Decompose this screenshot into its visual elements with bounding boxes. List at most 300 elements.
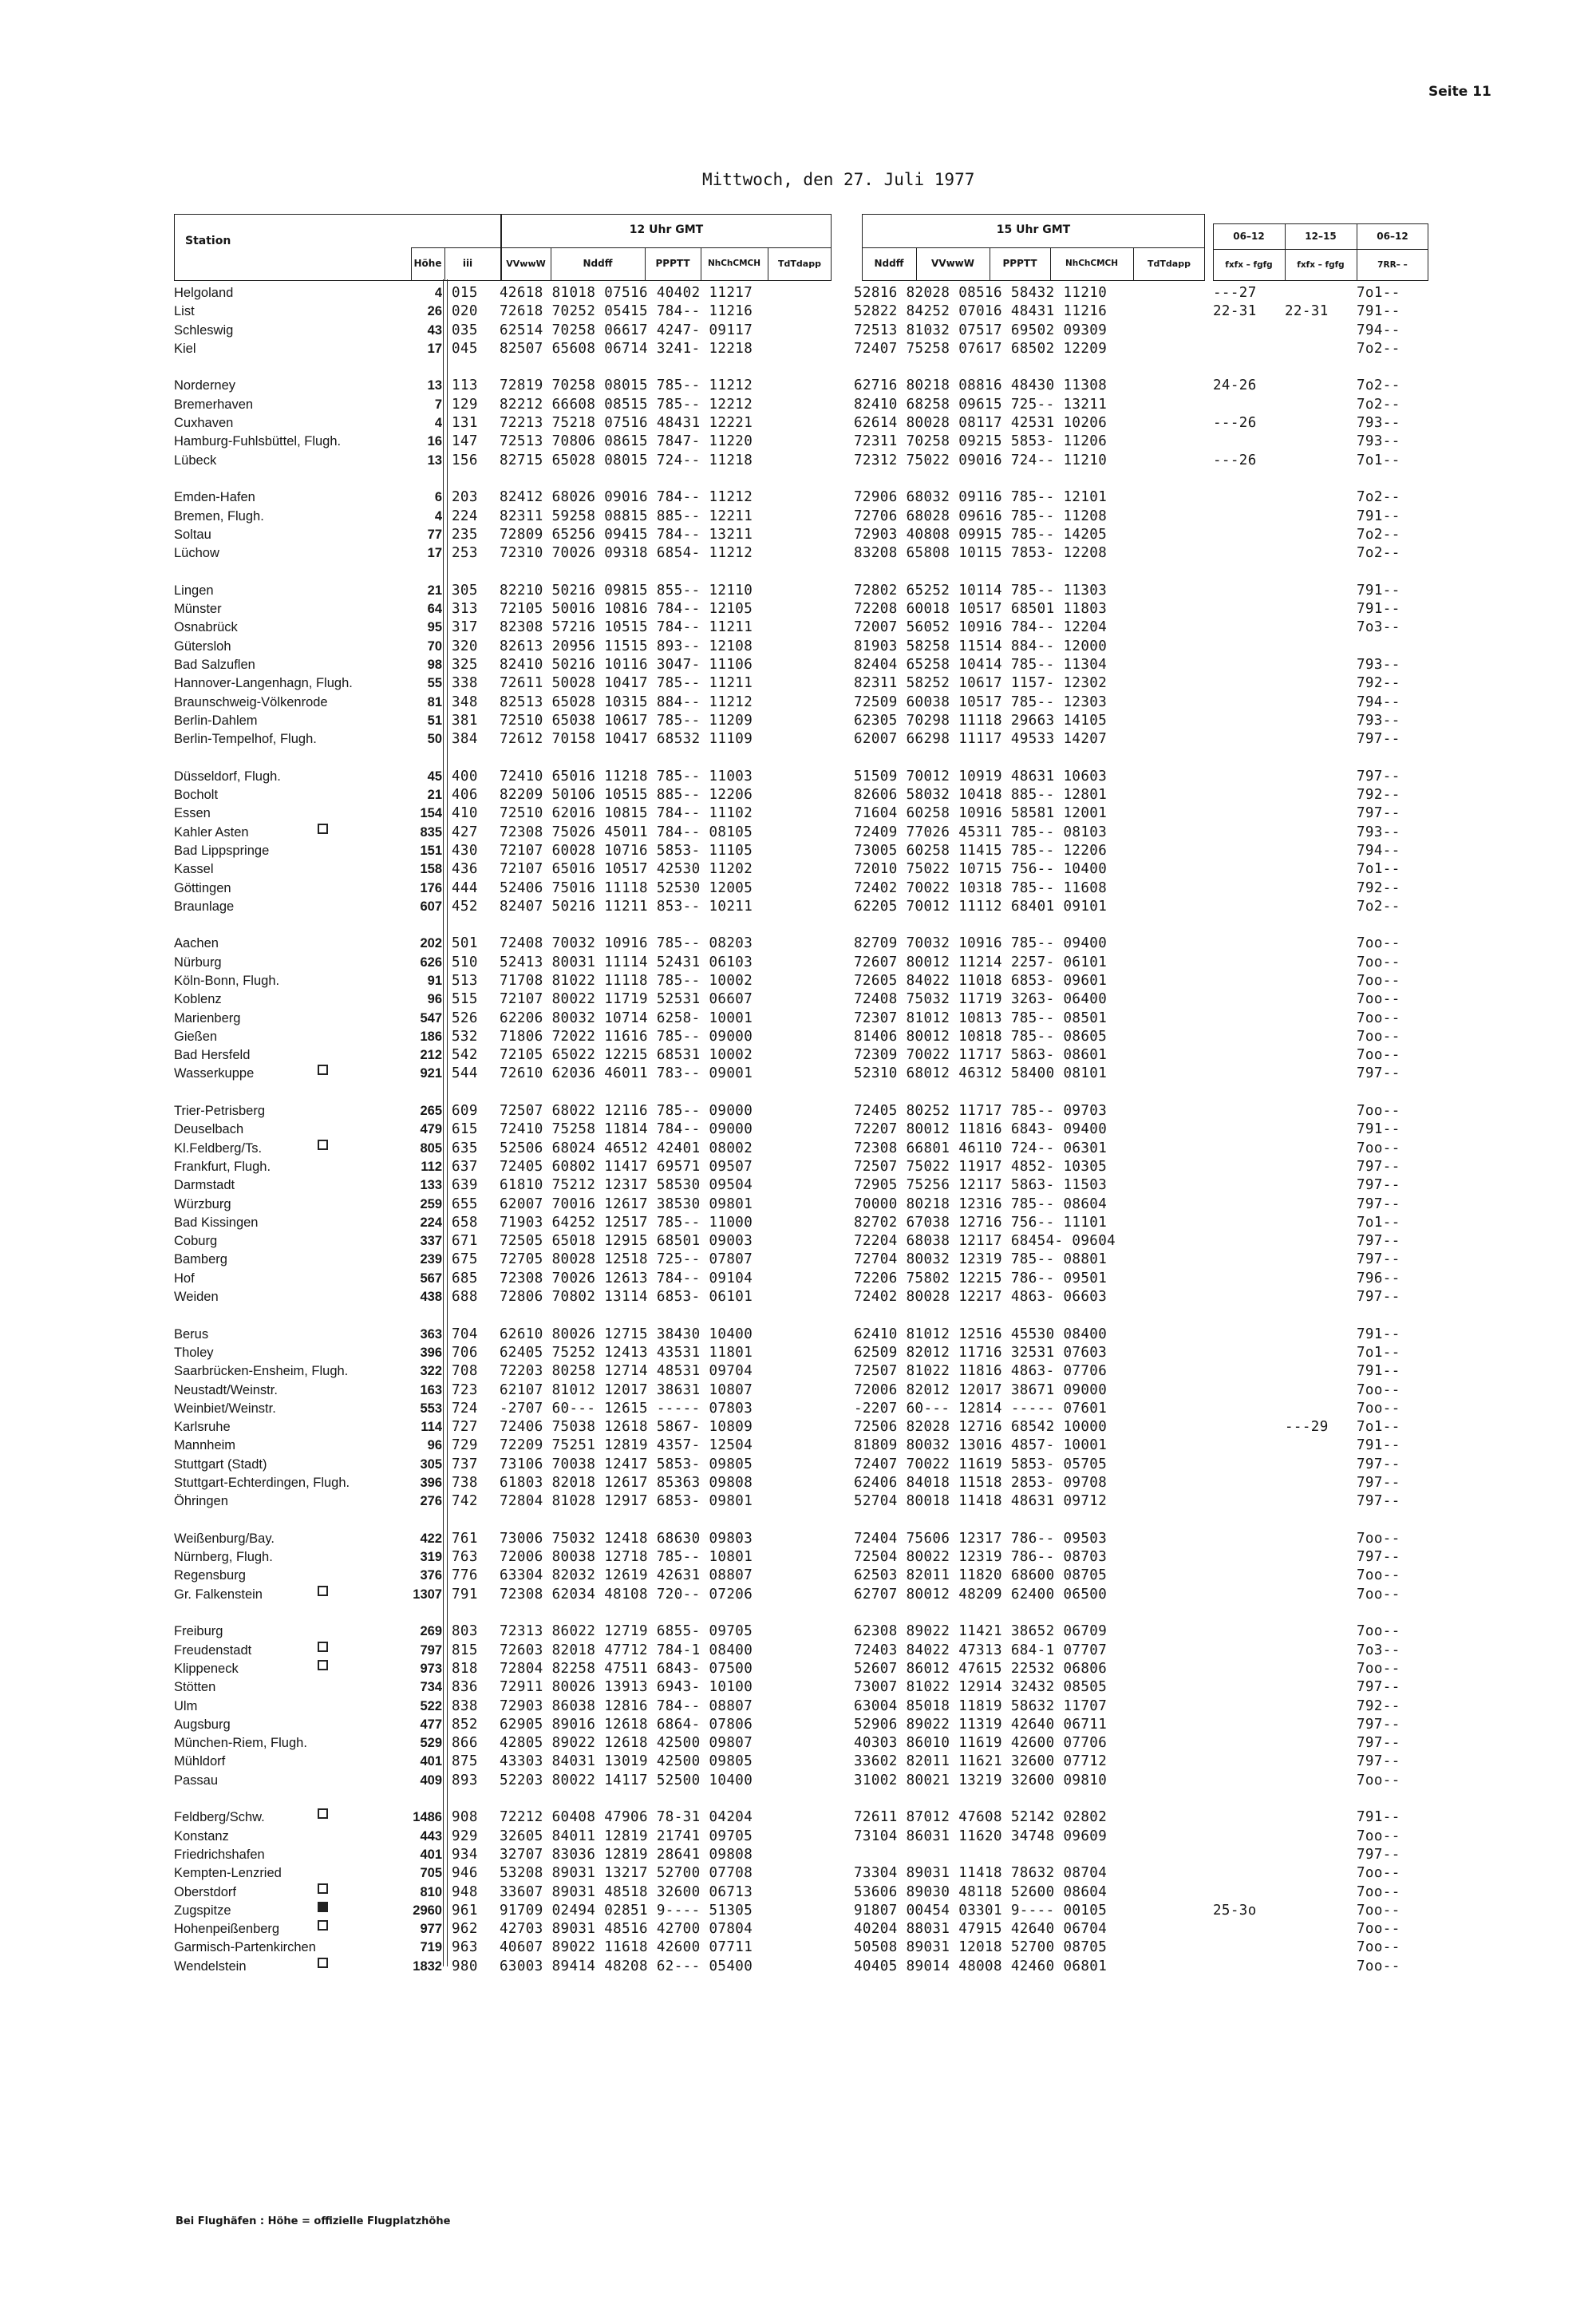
station-height: 21 xyxy=(427,583,442,598)
station-name: Gütersloh xyxy=(174,638,231,654)
station-iii: 381 xyxy=(452,712,478,729)
station-name: Freudenstadt xyxy=(174,1642,252,1658)
station-height: 719 xyxy=(420,1940,442,1955)
extra-col3-value: 797-- xyxy=(1357,731,1400,748)
obs-12-gmt: 82613 20956 11515 893-- 12108 xyxy=(500,638,753,654)
table-row xyxy=(0,618,1596,637)
station-height: 50 xyxy=(427,732,442,747)
extra-col3-value: 791-- xyxy=(1357,1326,1400,1342)
table-row xyxy=(0,1270,1596,1288)
obs-15-gmt: 81809 80032 13016 4857- 10001 xyxy=(854,1437,1108,1454)
extra-col3-value: 7oo-- xyxy=(1357,954,1400,970)
station-iii: 532 xyxy=(452,1028,478,1045)
obs-12-gmt: 82212 66608 08515 785-- 12212 xyxy=(500,396,753,413)
extra-col3-value: 7oo-- xyxy=(1357,1623,1400,1640)
station-height: 26 xyxy=(427,304,442,319)
table-row xyxy=(0,1697,1596,1716)
obs-15-gmt: 72903 40808 09915 785-- 14205 xyxy=(854,526,1108,543)
extra-col3-value: 793-- xyxy=(1357,712,1400,729)
footnote: Bei Flughäfen : Höhe = offizielle Flugplatzhöhe xyxy=(176,2215,451,2227)
extra-col3-value: 796-- xyxy=(1357,1270,1400,1286)
extra-col3-value: 7o1-- xyxy=(1357,285,1400,301)
extra-col1-top: 06–12 xyxy=(1233,231,1265,242)
station-iii: 384 xyxy=(452,731,478,748)
station-iii: 348 xyxy=(452,694,478,710)
station-iii: 235 xyxy=(452,526,478,543)
station-height: 396 xyxy=(420,1476,442,1490)
table-row xyxy=(0,1158,1596,1176)
page-number: Seite 11 xyxy=(1428,84,1491,100)
station-height: 705 xyxy=(420,1866,442,1881)
obs-15-gmt: 40405 89014 48008 42460 06801 xyxy=(854,1958,1108,1974)
station-name: Freiburg xyxy=(174,1624,223,1639)
station-name: Darmstadt xyxy=(174,1178,235,1193)
extra-col3-value: 7o2-- xyxy=(1357,898,1400,915)
obs-12-gmt: 91709 02494 02851 9---- 51305 xyxy=(500,1902,753,1919)
extra-col3-value: 797-- xyxy=(1357,1549,1400,1566)
station-name: Bad Salzuflen xyxy=(174,657,255,672)
station-height: 835 xyxy=(420,824,442,840)
station-iii: 688 xyxy=(452,1289,478,1306)
obs-15-gmt: 72309 70022 11717 5863- 08601 xyxy=(854,1047,1108,1064)
station-iii: 015 xyxy=(452,285,478,301)
obs-12-gmt: 62405 75252 12413 43531 11801 xyxy=(500,1344,753,1361)
table-row xyxy=(0,1846,1596,1864)
extra-col1-value: ---27 xyxy=(1213,285,1257,301)
station-group xyxy=(0,1102,1596,1306)
station-name: Helgoland xyxy=(174,286,234,300)
obs-12-gmt: 42703 89031 48516 42700 07804 xyxy=(500,1921,753,1938)
obs-12-gmt: 52506 68024 46512 42401 08002 xyxy=(500,1140,753,1156)
station-height: 186 xyxy=(420,1029,442,1044)
station-name: Hohenpeißenberg xyxy=(174,1922,280,1937)
station-name: Soltau xyxy=(174,527,211,542)
obs-12-gmt: 72107 60028 10716 5853- 11105 xyxy=(500,842,753,859)
station-group xyxy=(0,1326,1596,1512)
station-height: 401 xyxy=(420,1754,442,1769)
obs-12-gmt: 72903 86038 12816 784-- 08807 xyxy=(500,1697,753,1714)
extra-col3-value: 797-- xyxy=(1357,1456,1400,1472)
obs-12-gmt: 52203 80022 14117 52500 10400 xyxy=(500,1772,753,1788)
obs-12-gmt: 82410 50216 10116 3047- 11106 xyxy=(500,656,753,673)
obs-15-gmt: 72407 75258 07617 68502 12209 xyxy=(854,340,1108,357)
obs-15-gmt: 51509 70012 10919 48631 10603 xyxy=(854,768,1108,784)
extra-col2-top: 12–15 xyxy=(1305,231,1337,242)
table-row xyxy=(0,1660,1596,1678)
extra-col3-value: 7oo-- xyxy=(1357,991,1400,1008)
table-row xyxy=(0,1530,1596,1548)
table-row xyxy=(0,1734,1596,1753)
obs-12-gmt: 72809 65256 09415 784-- 13211 xyxy=(500,526,753,543)
obs-15-gmt: 72906 68032 09116 785-- 12101 xyxy=(854,489,1108,506)
obs-15-gmt: 52906 89022 11319 42640 06711 xyxy=(854,1716,1108,1733)
station-name: Bad Kissingen xyxy=(174,1215,259,1230)
obs-15-gmt: 62614 80028 08117 42531 10206 xyxy=(854,415,1108,432)
obs-12-gmt: 82407 50216 11211 853-- 10211 xyxy=(500,898,753,915)
obs-15-gmt: 50508 89031 12018 52700 08705 xyxy=(854,1939,1108,1956)
station-name: Hamburg-Fuhlsbüttel, Flugh. xyxy=(174,434,342,449)
obs-15-gmt: 62205 70012 11112 68401 09101 xyxy=(854,898,1108,915)
obs-12-gmt: 72308 70026 12613 784-- 09104 xyxy=(500,1270,753,1286)
obs-12-gmt: 72513 70806 08615 7847- 11220 xyxy=(500,433,753,450)
station-group xyxy=(0,935,1596,1083)
station-height: 176 xyxy=(420,880,442,895)
obs-12-gmt: 72308 75026 45011 784-- 08105 xyxy=(500,824,753,840)
extra-col3-value: 794-- xyxy=(1357,694,1400,710)
station-iii: 658 xyxy=(452,1214,478,1231)
page-title: Mittwoch, den 27. Juli 1977 xyxy=(702,170,975,189)
obs-12-gmt: 72405 60802 11417 69571 09507 xyxy=(500,1158,753,1175)
mountain-station-square-icon xyxy=(318,1660,328,1670)
station-name: Marienberg xyxy=(174,1010,241,1026)
station-height: 239 xyxy=(420,1252,442,1267)
station-height: 337 xyxy=(420,1234,442,1249)
obs-15-gmt: 62308 89022 11421 38652 06709 xyxy=(854,1623,1108,1640)
table-row xyxy=(0,1176,1596,1195)
station-height: 259 xyxy=(420,1196,442,1211)
mountain-station-square-icon xyxy=(318,1920,328,1931)
extra-col3-value: 793-- xyxy=(1357,824,1400,840)
mountain-station-square-icon xyxy=(318,1642,328,1652)
table-row xyxy=(0,1251,1596,1269)
table-row xyxy=(0,582,1596,600)
station-height: 7 xyxy=(434,397,442,412)
station-iii: 313 xyxy=(452,601,478,618)
station-iii: 129 xyxy=(452,396,478,413)
station-height: 202 xyxy=(420,936,442,951)
station-name: Hof xyxy=(174,1271,195,1286)
station-height: 553 xyxy=(420,1401,442,1416)
station-iii: 400 xyxy=(452,768,478,784)
obs-12-gmt: 32605 84011 12819 21741 09705 xyxy=(500,1828,753,1844)
gmt12-header: 12 Uhr GMT xyxy=(629,223,704,236)
table-row xyxy=(0,1288,1596,1306)
obs-15-gmt: 53606 89030 48118 52600 08604 xyxy=(854,1883,1108,1900)
obs-12-gmt: 72209 75251 12819 4357- 12504 xyxy=(500,1437,753,1454)
obs-15-gmt: 62007 66298 11117 49533 14207 xyxy=(854,731,1108,748)
extra-col3-value: 7oo-- xyxy=(1357,1660,1400,1677)
obs-15-gmt: 82410 68258 09615 725-- 13211 xyxy=(854,396,1108,413)
extra-col3-value: 797-- xyxy=(1357,1177,1400,1194)
station-height: 319 xyxy=(420,1550,442,1565)
obs-15-gmt: 72006 82012 12017 38671 09000 xyxy=(854,1381,1108,1398)
station-iii: 526 xyxy=(452,1010,478,1026)
obs-12-gmt: 72310 70026 09318 6854- 11212 xyxy=(500,545,753,562)
station-height: 6 xyxy=(434,490,442,505)
station-height: 96 xyxy=(427,1438,442,1453)
station-height: 43 xyxy=(427,322,442,338)
station-height: 977 xyxy=(420,1922,442,1937)
obs-15-gmt: 72407 70022 11619 5853- 05705 xyxy=(854,1456,1108,1472)
station-name: Ulm xyxy=(174,1698,198,1713)
table-row xyxy=(0,1437,1596,1455)
station-name: Klippeneck xyxy=(174,1661,239,1676)
station-name: Weinbiet/Weinstr. xyxy=(174,1401,276,1416)
station-name: Berus xyxy=(174,1326,209,1342)
station-iii: 131 xyxy=(452,415,478,432)
obs-12-gmt: 72510 62016 10815 784-- 11102 xyxy=(500,805,753,822)
extra-col3-value: 791-- xyxy=(1357,303,1400,320)
mountain-station-square-icon xyxy=(318,824,328,834)
table-row xyxy=(0,1864,1596,1883)
obs-12-gmt: 72410 65016 11218 785-- 11003 xyxy=(500,768,753,784)
station-group xyxy=(0,284,1596,358)
obs-15-gmt: 52607 86012 47615 22532 06806 xyxy=(854,1660,1108,1677)
station-height: 1486 xyxy=(413,1810,442,1825)
station-name: Gr. Falkenstein xyxy=(174,1587,263,1602)
table-row xyxy=(0,508,1596,526)
station-height: 443 xyxy=(420,1828,442,1844)
table-row xyxy=(0,1492,1596,1511)
station-height: 17 xyxy=(427,546,442,561)
table-row xyxy=(0,452,1596,470)
table-row xyxy=(0,488,1596,507)
mountain-station-square-icon xyxy=(318,1065,328,1075)
extra-col2-value: ---29 xyxy=(1285,1419,1329,1436)
extra-col3-value: 7oo-- xyxy=(1357,1400,1400,1417)
obs-15-gmt: 73304 89031 11418 78632 08704 xyxy=(854,1865,1108,1882)
station-iii: 723 xyxy=(452,1381,478,1398)
station-name: Kl.Feldberg/Ts. xyxy=(174,1140,263,1156)
station-height: 547 xyxy=(420,1010,442,1026)
station-iii: 961 xyxy=(452,1902,478,1919)
station-iii: 637 xyxy=(452,1158,478,1175)
station-iii: 761 xyxy=(452,1530,478,1547)
station-height: 438 xyxy=(420,1290,442,1305)
obs-15-gmt: 72605 84022 11018 6853- 09601 xyxy=(854,972,1108,989)
station-name: Cuxhaven xyxy=(174,416,234,431)
table-row xyxy=(0,1140,1596,1158)
station-iii: 444 xyxy=(452,879,478,896)
station-height: 973 xyxy=(420,1661,442,1676)
obs-12-gmt: 82412 68026 09016 784-- 11212 xyxy=(500,489,753,506)
table-row xyxy=(0,694,1596,712)
table-row xyxy=(0,786,1596,804)
station-name: Essen xyxy=(174,806,211,821)
station-name: Norderney xyxy=(174,378,236,393)
gmt12-td: TdTdapp xyxy=(778,259,821,269)
obs-12-gmt: 72911 80026 13913 6943- 10100 xyxy=(500,1679,753,1696)
station-iii: 866 xyxy=(452,1735,478,1752)
table-row xyxy=(0,1474,1596,1492)
obs-15-gmt: 52704 80018 11418 48631 09712 xyxy=(854,1493,1108,1510)
station-height: 1307 xyxy=(413,1587,442,1602)
obs-15-gmt: 72409 77026 45311 785-- 08103 xyxy=(854,824,1108,840)
station-name: Würzburg xyxy=(174,1196,231,1211)
table-row xyxy=(0,990,1596,1009)
table-row xyxy=(0,1622,1596,1641)
station-height: 305 xyxy=(420,1456,442,1472)
station-iii: 501 xyxy=(452,935,478,952)
obs-12-gmt: 82308 57216 10515 784-- 11211 xyxy=(500,619,753,636)
station-name: Stuttgart-Echterdingen, Flugh. xyxy=(174,1476,350,1490)
station-iii: 035 xyxy=(452,322,478,338)
obs-15-gmt: 62410 81012 12516 45530 08400 xyxy=(854,1326,1108,1342)
station-name: Weißenburg/Bay. xyxy=(174,1531,275,1546)
extra-col3-value: 792-- xyxy=(1357,675,1400,692)
obs-12-gmt: 62007 70016 12617 38530 09801 xyxy=(500,1195,753,1212)
station-name: Öhringen xyxy=(174,1494,228,1509)
extra-col1-value: ---26 xyxy=(1213,452,1257,468)
extra-col3-value: 792-- xyxy=(1357,787,1400,804)
station-iii: 962 xyxy=(452,1921,478,1938)
station-name: Bamberg xyxy=(174,1252,227,1267)
station-name: Mannheim xyxy=(174,1438,236,1453)
station-name: Augsburg xyxy=(174,1717,231,1732)
station-name: Kiel xyxy=(174,341,196,356)
table-row xyxy=(0,972,1596,990)
extra-col3-value: 7oo-- xyxy=(1357,1010,1400,1026)
station-name: Zugspitze xyxy=(174,1903,231,1918)
extra-col1-value: 22-31 xyxy=(1213,303,1257,320)
station-height: 797 xyxy=(420,1642,442,1658)
station-height: 55 xyxy=(427,676,442,691)
extra-col3-value: 7o1-- xyxy=(1357,1344,1400,1361)
extra-col3-value: 7o2-- xyxy=(1357,545,1400,562)
obs-15-gmt: -2207 60--- 12814 ----- 07601 xyxy=(854,1400,1108,1417)
extra-col3-value: 797-- xyxy=(1357,1065,1400,1082)
station-iii: 724 xyxy=(452,1400,478,1417)
station-iii: 946 xyxy=(452,1865,478,1882)
station-iii: 406 xyxy=(452,787,478,804)
station-group xyxy=(0,377,1596,469)
station-iii: 452 xyxy=(452,898,478,915)
extra-col3-value: 7oo-- xyxy=(1357,1921,1400,1938)
obs-15-gmt: 70000 80218 12316 785-- 08604 xyxy=(854,1195,1108,1212)
station-name: Deuselbach xyxy=(174,1122,244,1137)
station-height: 91 xyxy=(427,973,442,988)
station-iii: 609 xyxy=(452,1103,478,1120)
extra-col3-value: 797-- xyxy=(1357,1233,1400,1250)
station-height: 734 xyxy=(420,1680,442,1695)
station-iii: 410 xyxy=(452,805,478,822)
station-height: 16 xyxy=(427,434,442,449)
station-name: Lüchow xyxy=(174,546,219,561)
station-height: 376 xyxy=(420,1568,442,1583)
table-row xyxy=(0,377,1596,395)
extra-col3-value: 791-- xyxy=(1357,1121,1400,1138)
obs-15-gmt: 33602 82011 11621 32600 07712 xyxy=(854,1753,1108,1770)
station-iii: 203 xyxy=(452,489,478,506)
station-name: Oberstdorf xyxy=(174,1884,236,1899)
table-row xyxy=(0,1232,1596,1251)
table-row xyxy=(0,433,1596,451)
extra-col3-value: 797-- xyxy=(1357,768,1400,784)
obs-15-gmt: 72507 81022 11816 4863- 07706 xyxy=(854,1363,1108,1380)
table-row xyxy=(0,1567,1596,1585)
obs-15-gmt: 62503 82011 11820 68600 08705 xyxy=(854,1567,1108,1584)
table-row xyxy=(0,638,1596,656)
station-name: Bocholt xyxy=(174,788,219,803)
station-height: 479 xyxy=(420,1122,442,1137)
station-group xyxy=(0,1808,1596,1976)
station-iii: 513 xyxy=(452,972,478,989)
table-row xyxy=(0,1400,1596,1418)
gmt12-nddff: Nddff xyxy=(583,258,613,269)
station-name: Emden-Hafen xyxy=(174,490,255,505)
station-height: 396 xyxy=(420,1345,442,1360)
extra-col3-value: 797-- xyxy=(1357,1158,1400,1175)
mountain-station-square-icon xyxy=(318,1586,328,1596)
table-row xyxy=(0,1586,1596,1604)
obs-12-gmt: 72603 82018 47712 784-1 08400 xyxy=(500,1642,753,1658)
station-iii: 113 xyxy=(452,377,478,394)
obs-12-gmt: 71903 64252 12517 785-- 11000 xyxy=(500,1214,753,1231)
extra-col3-value: 7o2-- xyxy=(1357,340,1400,357)
extra-col3-value: 7o1-- xyxy=(1357,452,1400,468)
station-iii: 948 xyxy=(452,1883,478,1900)
obs-15-gmt: 72403 84022 47313 684-1 07707 xyxy=(854,1642,1108,1658)
mountain-station-square-icon xyxy=(318,1883,328,1894)
station-iii: 852 xyxy=(452,1716,478,1733)
station-iii: 320 xyxy=(452,638,478,654)
station-name: Wendelstein xyxy=(174,1958,247,1974)
station-name: Karlsruhe xyxy=(174,1420,231,1435)
station-height: 626 xyxy=(420,954,442,970)
extra-col3-value: 7oo-- xyxy=(1357,1567,1400,1584)
obs-15-gmt: 72311 70258 09215 5853- 11206 xyxy=(854,433,1108,450)
obs-12-gmt: 72804 82258 47511 6843- 07500 xyxy=(500,1660,753,1677)
station-iii: 045 xyxy=(452,340,478,357)
station-height: 17 xyxy=(427,341,442,356)
obs-12-gmt: 82311 59258 08815 885-- 12211 xyxy=(500,508,753,524)
station-height: 363 xyxy=(420,1326,442,1342)
extra-col1-sub: fxfx – fgfg xyxy=(1225,260,1273,270)
extra-col3-value: 7oo-- xyxy=(1357,1028,1400,1045)
obs-15-gmt: 72607 80012 11214 2257- 06101 xyxy=(854,954,1108,970)
station-name: Garmisch-Partenkirchen xyxy=(174,1940,316,1955)
obs-12-gmt: 72505 65018 12915 68501 09003 xyxy=(500,1233,753,1250)
station-name: Berlin-Tempelhof, Flugh. xyxy=(174,732,317,747)
station-iii: 615 xyxy=(452,1121,478,1138)
obs-12-gmt: 82715 65028 08015 724-- 11218 xyxy=(500,452,753,468)
table-row xyxy=(0,322,1596,340)
extra-col3-value: 7oo-- xyxy=(1357,972,1400,989)
obs-15-gmt: 72408 75032 11719 3263- 06400 xyxy=(854,991,1108,1008)
station-name: Kahler Asten xyxy=(174,824,249,840)
extra-col3-value: 7oo-- xyxy=(1357,1958,1400,1974)
obs-12-gmt: 52406 75016 11118 52530 12005 xyxy=(500,879,753,896)
station-iii: 020 xyxy=(452,303,478,320)
gmt15-nddff: Nddff xyxy=(874,258,904,269)
station-height: 151 xyxy=(420,843,442,858)
station-name: List xyxy=(174,304,195,319)
station-iii: 655 xyxy=(452,1195,478,1212)
extra-col3-value: 7oo-- xyxy=(1357,1103,1400,1120)
station-iii: 544 xyxy=(452,1065,478,1082)
obs-12-gmt: 72213 75218 07516 48431 12221 xyxy=(500,415,753,432)
station-height: 133 xyxy=(420,1178,442,1193)
extra-col3-sub: 7RR– – xyxy=(1377,260,1408,270)
gmt12-ppptt: PPPTT xyxy=(655,258,690,269)
obs-15-gmt: 72509 60038 10517 785-- 12303 xyxy=(854,694,1108,710)
obs-12-gmt: 72006 80038 12718 785-- 10801 xyxy=(500,1549,753,1566)
obs-15-gmt: 72007 56052 10916 784-- 12204 xyxy=(854,619,1108,636)
station-height: 269 xyxy=(420,1624,442,1639)
extra-col3-value: 7o1-- xyxy=(1357,861,1400,878)
table-row xyxy=(0,1753,1596,1771)
station-height: 4 xyxy=(434,286,442,300)
extra-col3-value: 797-- xyxy=(1357,1493,1400,1510)
station-group xyxy=(0,488,1596,563)
station-name: Lübeck xyxy=(174,453,217,468)
extra-col3-value: 7oo-- xyxy=(1357,1772,1400,1788)
table-row xyxy=(0,1418,1596,1437)
table-row xyxy=(0,804,1596,823)
extra-col3-value: 797-- xyxy=(1357,805,1400,822)
station-name: Koblenz xyxy=(174,992,222,1007)
station-iii: 742 xyxy=(452,1493,478,1510)
